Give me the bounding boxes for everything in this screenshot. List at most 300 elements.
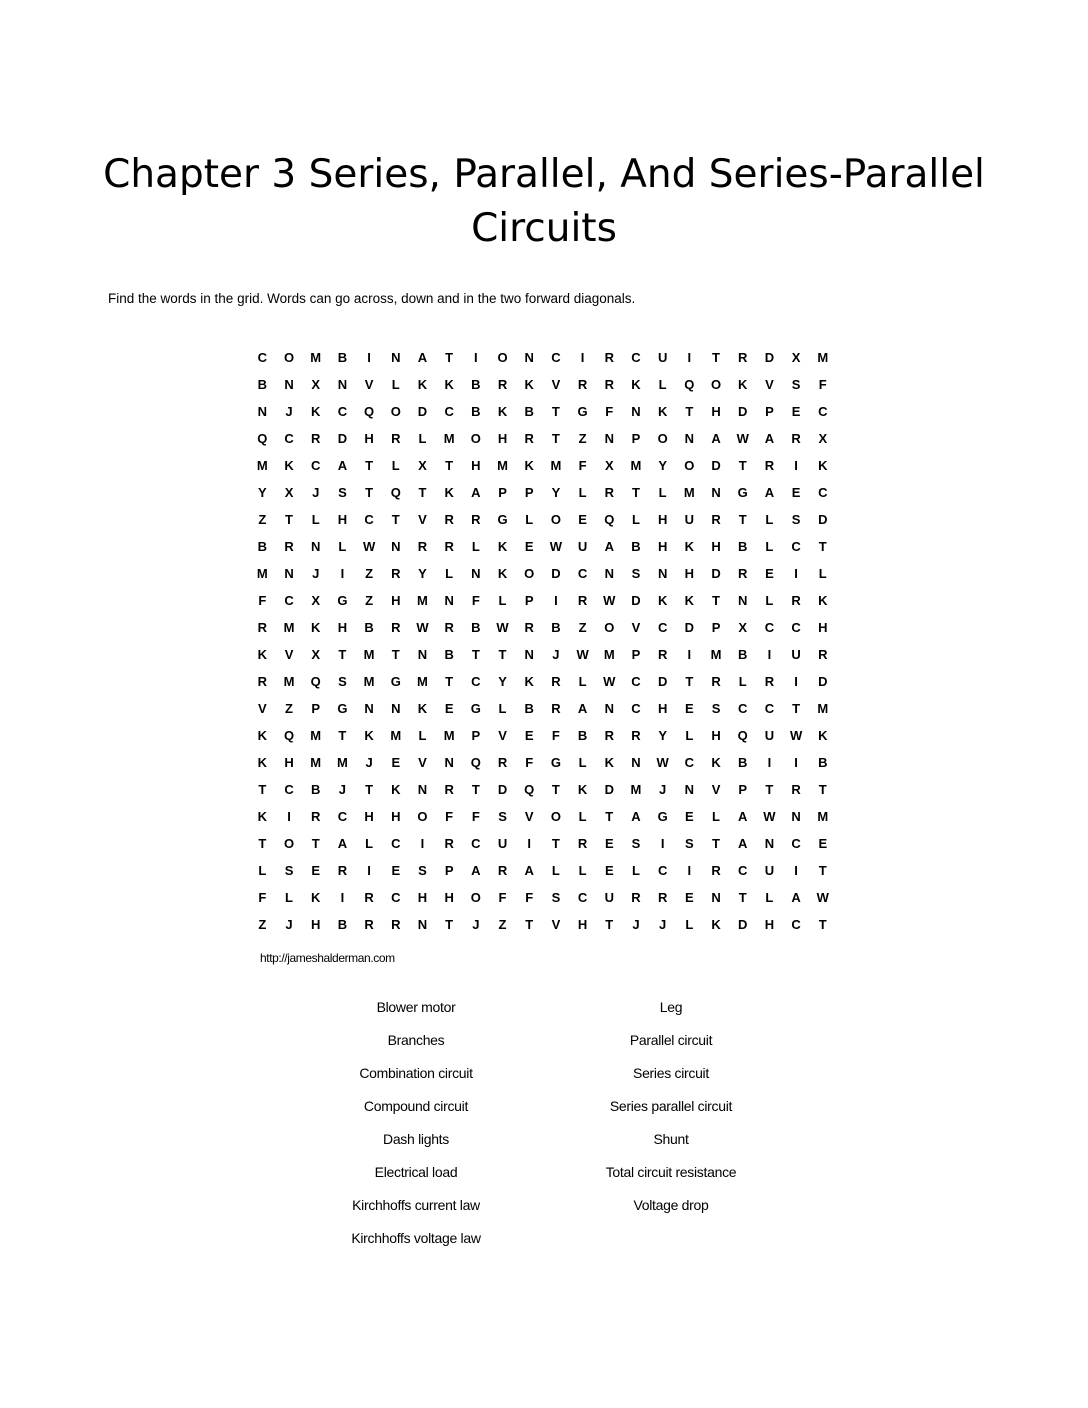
grid-cell: P bbox=[631, 647, 641, 662]
grid-cell: F bbox=[578, 458, 587, 473]
grid-cell: L bbox=[498, 593, 507, 608]
grid-cell: M bbox=[310, 350, 322, 365]
grid-cell: N bbox=[284, 377, 294, 392]
grid-cell: C bbox=[818, 485, 828, 500]
grid-cell: X bbox=[738, 620, 748, 635]
grid-cell: M bbox=[817, 350, 829, 365]
grid-cell: I bbox=[687, 350, 692, 365]
grid-cell: V bbox=[711, 782, 721, 797]
grid-cell: R bbox=[311, 809, 321, 824]
grid-cell: L bbox=[658, 485, 667, 500]
grid-cell: K bbox=[818, 593, 828, 608]
grid-cell: M bbox=[497, 458, 508, 473]
grid-row bbox=[249, 479, 839, 506]
grid-cell: H bbox=[711, 728, 721, 743]
grid-cell: D bbox=[497, 782, 508, 797]
word-list-item: Kirchhoffs current law bbox=[352, 1197, 480, 1213]
grid-cell: A bbox=[631, 809, 641, 824]
grid-cell: M bbox=[310, 728, 322, 743]
grid-cell: C bbox=[471, 674, 481, 689]
grid-cell: C bbox=[444, 404, 454, 419]
grid-cell: H bbox=[711, 539, 721, 554]
grid-cell: K bbox=[524, 674, 534, 689]
grid-cell: D bbox=[684, 620, 695, 635]
grid-cell: T bbox=[445, 674, 454, 689]
grid-cell: P bbox=[524, 485, 534, 500]
grid-cell: J bbox=[472, 917, 480, 932]
grid-cell: P bbox=[498, 485, 507, 500]
word-list-item: Dash lights bbox=[383, 1131, 449, 1147]
grid-cell: C bbox=[364, 512, 374, 527]
grid-row bbox=[249, 668, 839, 695]
grid-cell: O bbox=[604, 620, 615, 635]
grid-cell: C bbox=[791, 917, 801, 932]
grid-cell: B bbox=[738, 647, 748, 662]
grid-cell: O bbox=[524, 566, 535, 581]
grid-cell: K bbox=[657, 404, 668, 419]
grid-cell: N bbox=[364, 701, 374, 716]
grid-cell: R bbox=[631, 728, 641, 743]
grid-cell: R bbox=[711, 674, 721, 689]
grid-cell: Q bbox=[283, 728, 295, 743]
grid-cell: R bbox=[337, 863, 348, 878]
grid-cell: T bbox=[338, 728, 347, 743]
grid-cell: V bbox=[258, 701, 267, 716]
grid-row bbox=[249, 776, 839, 803]
grid-cell: S bbox=[284, 863, 294, 878]
word-list-left bbox=[286, 997, 546, 1261]
grid-cell: R bbox=[764, 458, 775, 473]
grid-cell: C bbox=[791, 539, 801, 554]
grid-cell: N bbox=[711, 485, 721, 500]
grid-cell: L bbox=[258, 863, 267, 878]
grid-cell: L bbox=[685, 917, 694, 932]
grid-cell: R bbox=[497, 755, 508, 770]
grid-cell: O bbox=[283, 836, 295, 851]
grid-cell: C bbox=[311, 458, 321, 473]
grid-cell: F bbox=[258, 890, 267, 905]
grid-cell: T bbox=[418, 485, 427, 500]
grid-row bbox=[249, 560, 839, 587]
grid-cell: S bbox=[338, 485, 347, 500]
grid-cell: L bbox=[818, 566, 827, 581]
grid-cell: D bbox=[337, 431, 348, 446]
grid-cell: T bbox=[685, 674, 694, 689]
grid-cell: Y bbox=[658, 458, 667, 473]
grid-cell: D bbox=[711, 458, 721, 473]
grid-cell: L bbox=[578, 863, 587, 878]
grid-cell: U bbox=[604, 890, 614, 905]
grid-cell: K bbox=[818, 458, 828, 473]
grid-cell: H bbox=[391, 809, 401, 824]
grid-cell: X bbox=[418, 458, 427, 473]
grid-cell: I bbox=[580, 350, 585, 365]
grid-cell: Z bbox=[258, 512, 267, 527]
grid-cell: G bbox=[337, 701, 348, 716]
grid-cell: L bbox=[578, 755, 587, 770]
grid-cell: S bbox=[631, 566, 641, 581]
grid-cell: T bbox=[818, 539, 827, 554]
grid-cell: O bbox=[283, 350, 295, 365]
grid-cell: F bbox=[258, 593, 267, 608]
grid-cell: O bbox=[657, 431, 668, 446]
grid-row bbox=[249, 371, 839, 398]
grid-cell: E bbox=[391, 755, 401, 770]
grid-cell: A bbox=[791, 890, 801, 905]
grid-cell: Z bbox=[365, 593, 374, 608]
grid-cell: C bbox=[791, 620, 801, 635]
grid-cell: I bbox=[660, 836, 665, 851]
grid-cell: L bbox=[765, 512, 774, 527]
grid-cell: S bbox=[791, 512, 801, 527]
grid-cell: W bbox=[362, 539, 376, 554]
grid-cell: B bbox=[337, 917, 348, 932]
grid-cell: K bbox=[711, 755, 721, 770]
grid-cell: R bbox=[444, 836, 454, 851]
grid-cell: T bbox=[738, 458, 747, 473]
grid-cell: U bbox=[764, 863, 775, 878]
grid-cell: T bbox=[712, 836, 720, 851]
grid-cell: L bbox=[738, 674, 747, 689]
grid-cell: H bbox=[657, 512, 668, 527]
word-list-item: Combination circuit bbox=[359, 1065, 473, 1081]
grid-cell: J bbox=[552, 647, 560, 662]
grid-cell: Q bbox=[390, 485, 401, 500]
grid-cell: N bbox=[631, 755, 641, 770]
grid-row bbox=[249, 398, 839, 425]
grid-cell: M bbox=[256, 566, 268, 581]
grid-cell: Q bbox=[604, 512, 615, 527]
grid-row bbox=[249, 344, 839, 371]
grid-cell: K bbox=[311, 890, 321, 905]
grid-cell: L bbox=[365, 836, 374, 851]
grid-cell: K bbox=[417, 377, 428, 392]
grid-cell: R bbox=[764, 674, 775, 689]
grid-cell: R bbox=[497, 377, 508, 392]
grid-cell: I bbox=[287, 809, 291, 824]
grid-cell: W bbox=[603, 674, 616, 689]
grid-cell: Q bbox=[684, 377, 695, 392]
grid-cell: Z bbox=[365, 566, 374, 581]
grid-cell: H bbox=[657, 701, 668, 716]
grid-cell: M bbox=[443, 431, 455, 446]
grid-cell: M bbox=[256, 458, 268, 473]
page-title: Chapter 3 Series, Parallel, And Series-Parallel Circuits bbox=[103, 152, 985, 251]
grid-cell: G bbox=[470, 701, 481, 716]
grid-cell: K bbox=[738, 377, 748, 392]
grid-cell: I bbox=[554, 593, 558, 608]
grid-cell: K bbox=[311, 620, 321, 635]
grid-cell: T bbox=[445, 458, 454, 473]
grid-cell: M bbox=[710, 647, 722, 662]
word-list-item: Compound circuit bbox=[363, 1098, 469, 1114]
grid-cell: L bbox=[631, 863, 640, 878]
grid-cell: R bbox=[471, 512, 481, 527]
grid-cell: N bbox=[604, 701, 614, 716]
grid-cell: M bbox=[363, 647, 375, 662]
grid-cell: C bbox=[657, 863, 668, 878]
grid-cell: T bbox=[391, 647, 400, 662]
grid-cell: B bbox=[444, 647, 454, 662]
grid-cell: I bbox=[767, 647, 772, 662]
grid-cell: M bbox=[363, 674, 375, 689]
grid-cell: I bbox=[794, 863, 798, 878]
grid-cell: W bbox=[789, 728, 803, 743]
grid-cell: T bbox=[311, 836, 320, 851]
grid-cell: K bbox=[364, 728, 374, 743]
grid-cell: R bbox=[444, 539, 454, 554]
grid-cell: R bbox=[577, 593, 588, 608]
grid-cell: B bbox=[471, 620, 481, 635]
grid-cell: V bbox=[498, 728, 507, 743]
grid-cell: F bbox=[471, 809, 480, 824]
grid-cell: E bbox=[578, 512, 587, 527]
grid-cell: R bbox=[657, 890, 668, 905]
grid-cell: C bbox=[764, 701, 775, 716]
grid-cell: C bbox=[284, 782, 294, 797]
grid-cell: N bbox=[311, 539, 321, 554]
grid-cell: N bbox=[684, 782, 695, 797]
grid-row bbox=[249, 830, 839, 857]
grid-cell: F bbox=[525, 755, 534, 770]
grid-cell: R bbox=[444, 620, 454, 635]
grid-cell: Y bbox=[498, 674, 507, 689]
grid-cell: K bbox=[577, 782, 588, 797]
grid-cell: W bbox=[656, 755, 669, 770]
grid-cell: R bbox=[524, 431, 534, 446]
grid-cell: R bbox=[791, 431, 801, 446]
grid-cell: K bbox=[257, 809, 268, 824]
grid-cell: B bbox=[631, 539, 641, 554]
grid-cell: H bbox=[417, 890, 428, 905]
grid-cell: V bbox=[551, 377, 561, 392]
grid-cell: K bbox=[524, 458, 534, 473]
grid-cell: G bbox=[390, 674, 401, 689]
grid-cell: G bbox=[337, 593, 348, 608]
grid-cell: G bbox=[577, 404, 588, 419]
grid-cell: H bbox=[444, 890, 454, 905]
grid-cell: T bbox=[712, 593, 720, 608]
grid-cell: E bbox=[685, 809, 694, 824]
grid-cell: C bbox=[631, 674, 641, 689]
grid-cell: R bbox=[444, 512, 454, 527]
grid-cell: K bbox=[417, 701, 428, 716]
grid-cell: N bbox=[738, 593, 748, 608]
grid-cell: R bbox=[417, 539, 428, 554]
grid-cell: B bbox=[471, 377, 481, 392]
grid-cell: W bbox=[736, 431, 749, 446]
grid-cell: L bbox=[311, 512, 320, 527]
grid-cell: V bbox=[418, 755, 427, 770]
grid-cell: T bbox=[471, 782, 480, 797]
grid-cell: T bbox=[445, 917, 454, 932]
grid-cell: A bbox=[417, 350, 428, 365]
grid-cell: O bbox=[390, 404, 401, 419]
grid-cell: R bbox=[711, 512, 721, 527]
grid-cell: R bbox=[577, 836, 588, 851]
grid-cell: C bbox=[284, 431, 294, 446]
grid-cell: H bbox=[657, 539, 668, 554]
grid-cell: P bbox=[311, 701, 321, 716]
grid-cell: X bbox=[791, 350, 801, 365]
grid-cell: R bbox=[391, 431, 401, 446]
grid-cell: D bbox=[764, 350, 775, 365]
grid-cell: I bbox=[474, 350, 478, 365]
grid-cell: O bbox=[710, 377, 722, 392]
grid-cell: D bbox=[604, 782, 614, 797]
grid-cell: T bbox=[551, 836, 560, 851]
grid-cell: K bbox=[444, 485, 454, 500]
grid-cell: L bbox=[631, 512, 640, 527]
grid-cell: B bbox=[257, 539, 268, 554]
word-search-grid bbox=[249, 344, 839, 938]
word-list-item: Leg bbox=[659, 999, 683, 1015]
grid-cell: R bbox=[444, 782, 454, 797]
grid-cell: P bbox=[765, 404, 774, 419]
grid-cell: T bbox=[498, 647, 507, 662]
grid-cell: P bbox=[524, 593, 534, 608]
grid-cell: I bbox=[767, 755, 772, 770]
grid-cell: N bbox=[391, 539, 401, 554]
grid-cell: E bbox=[765, 566, 774, 581]
grid-cell: N bbox=[444, 593, 454, 608]
grid-cell: S bbox=[711, 701, 721, 716]
grid-cell: N bbox=[657, 566, 668, 581]
grid-cell: N bbox=[791, 809, 801, 824]
grid-cell: T bbox=[818, 917, 827, 932]
grid-cell: R bbox=[738, 350, 748, 365]
word-list-item: Series circuit bbox=[633, 1065, 709, 1081]
grid-cell: O bbox=[470, 431, 481, 446]
grid-cell: C bbox=[818, 404, 828, 419]
grid-cell: K bbox=[257, 728, 268, 743]
grid-cell: K bbox=[497, 404, 508, 419]
word-list-item: Blower motor bbox=[376, 999, 456, 1015]
grid-cell: I bbox=[794, 458, 798, 473]
grid-cell: T bbox=[685, 404, 694, 419]
grid-cell: A bbox=[738, 836, 748, 851]
grid-cell: X bbox=[818, 431, 828, 446]
grid-cell: T bbox=[258, 782, 267, 797]
grid-cell: X bbox=[311, 377, 321, 392]
grid-cell: C bbox=[657, 620, 668, 635]
grid-cell: I bbox=[794, 566, 798, 581]
grid-cell: S bbox=[551, 890, 561, 905]
grid-cell: L bbox=[765, 593, 774, 608]
instructions-text: Find the words in the grid. Words can go across, down and in the two forward diagonals. bbox=[108, 291, 636, 306]
grid-cell: V bbox=[631, 620, 641, 635]
grid-cell: J bbox=[285, 404, 293, 419]
grid-cell: X bbox=[311, 593, 321, 608]
grid-cell: Q bbox=[737, 728, 748, 743]
grid-cell: T bbox=[551, 404, 560, 419]
grid-row bbox=[249, 857, 839, 884]
grid-cell: N bbox=[417, 647, 428, 662]
grid-cell: E bbox=[604, 836, 614, 851]
word-list-item: Branches bbox=[387, 1032, 445, 1048]
word-list-item: Total circuit resistance bbox=[605, 1164, 737, 1180]
grid-cell: A bbox=[738, 809, 748, 824]
grid-cell: C bbox=[791, 836, 801, 851]
grid-cell: C bbox=[337, 809, 348, 824]
grid-cell: R bbox=[257, 620, 268, 635]
grid-cell: N bbox=[337, 377, 348, 392]
grid-cell: K bbox=[684, 539, 695, 554]
grid-cell: T bbox=[365, 485, 374, 500]
word-list-item: Kirchhoffs voltage law bbox=[351, 1230, 481, 1246]
grid-cell: A bbox=[337, 458, 348, 473]
grid-cell: D bbox=[818, 674, 828, 689]
grid-cell: R bbox=[551, 674, 561, 689]
grid-row bbox=[249, 884, 839, 911]
grid-cell: N bbox=[711, 890, 721, 905]
grid-cell: Q bbox=[470, 755, 481, 770]
grid-cell: F bbox=[525, 890, 534, 905]
grid-cell: W bbox=[763, 809, 776, 824]
grid-cell: U bbox=[684, 512, 695, 527]
grid-cell: A bbox=[337, 836, 348, 851]
grid-cell: H bbox=[337, 620, 348, 635]
grid-cell: C bbox=[391, 890, 401, 905]
grid-cell: R bbox=[577, 377, 588, 392]
grid-cell: C bbox=[631, 701, 641, 716]
grid-cell: D bbox=[417, 404, 428, 419]
grid-cell: Z bbox=[498, 917, 507, 932]
grid-cell: Q bbox=[257, 431, 268, 446]
grid-cell: T bbox=[338, 647, 347, 662]
grid-cell: N bbox=[524, 350, 534, 365]
grid-cell: L bbox=[685, 728, 694, 743]
grid-cell: T bbox=[765, 782, 774, 797]
grid-cell: L bbox=[391, 458, 400, 473]
grid-cell: A bbox=[764, 485, 775, 500]
grid-cell: N bbox=[417, 782, 428, 797]
grid-cell: H bbox=[284, 755, 294, 770]
grid-cell: F bbox=[445, 809, 454, 824]
grid-cell: M bbox=[817, 809, 829, 824]
grid-cell: K bbox=[284, 458, 294, 473]
grid-cell: R bbox=[364, 890, 374, 905]
grid-row bbox=[249, 722, 839, 749]
grid-cell: N bbox=[444, 755, 454, 770]
grid-cell: E bbox=[604, 863, 614, 878]
grid-cell: I bbox=[687, 863, 692, 878]
grid-cell: B bbox=[818, 755, 828, 770]
grid-cell: H bbox=[684, 566, 695, 581]
grid-cell: M bbox=[283, 620, 295, 635]
grid-cell: R bbox=[818, 647, 828, 662]
grid-cell: N bbox=[471, 566, 481, 581]
grid-cell: M bbox=[390, 728, 402, 743]
grid-cell: T bbox=[525, 917, 534, 932]
grid-cell: U bbox=[497, 836, 508, 851]
grid-cell: E bbox=[444, 701, 454, 716]
grid-cell: N bbox=[604, 566, 614, 581]
grid-cell: S bbox=[791, 377, 801, 392]
grid-cell: B bbox=[337, 350, 348, 365]
grid-cell: E bbox=[524, 539, 534, 554]
grid-cell: V bbox=[284, 647, 294, 662]
grid-cell: H bbox=[391, 593, 401, 608]
grid-cell: N bbox=[391, 350, 401, 365]
grid-cell: E bbox=[685, 701, 694, 716]
grid-cell: H bbox=[337, 512, 348, 527]
grid-cell: Z bbox=[578, 431, 587, 446]
grid-cell: U bbox=[791, 647, 801, 662]
grid-cell: C bbox=[684, 755, 695, 770]
grid-cell: M bbox=[817, 701, 829, 716]
grid-cell: R bbox=[364, 917, 374, 932]
